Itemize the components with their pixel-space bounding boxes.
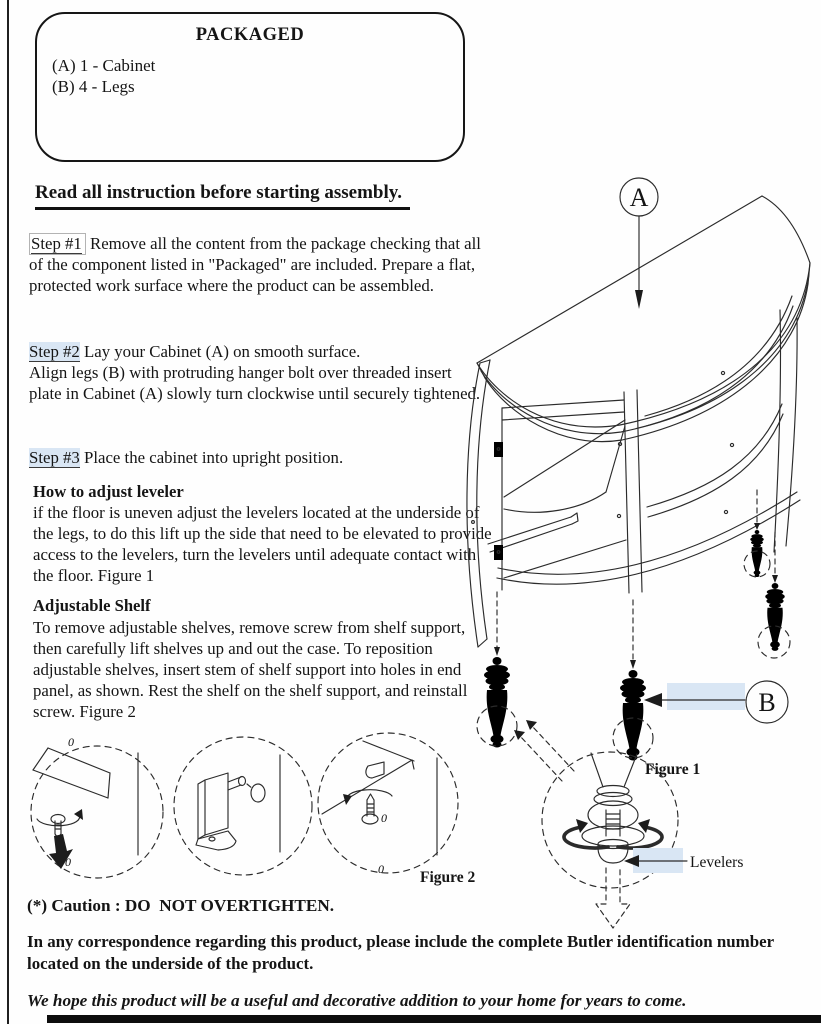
part-a-label: A bbox=[629, 183, 649, 212]
step-1-paragraph bbox=[29, 233, 481, 296]
leveler-section-text: if the floor is uneven adjust the levelers located at the underside of the legs, to do this lift up the side that need to be elevated to provide access to the levelers, turn the levelers until adequate contact with the floor. Figure 1 bbox=[33, 503, 492, 585]
part-a-callout bbox=[620, 178, 658, 309]
step-3-paragraph bbox=[29, 447, 481, 468]
stray-zero-mark: 0 bbox=[381, 811, 387, 825]
step-1-label: Step #1 bbox=[31, 234, 82, 253]
part-b-callout bbox=[644, 681, 788, 723]
step-3-text: Place the cabinet into upright position. bbox=[79, 448, 344, 467]
step-1-text: Remove all the content from the package checking that all of the component listed in "Packaged" are included. Prepare a flat, protected work surface where the product can be assembled. bbox=[29, 234, 481, 295]
shelf-detail-illustrations bbox=[22, 722, 472, 900]
leveler-section-title: How to adjust leveler bbox=[33, 482, 184, 501]
cabinet-door-open bbox=[467, 360, 503, 647]
packaged-title: PACKAGED bbox=[195, 25, 305, 45]
packaged-parts-box bbox=[35, 12, 465, 162]
closing-note: We hope this product will be a useful and decorative addition to your home for years to come. bbox=[27, 991, 687, 1010]
footer-bar bbox=[47, 1015, 821, 1023]
stray-zero-mark: 0 bbox=[378, 862, 384, 876]
detail-circle-shelf-support bbox=[174, 737, 312, 875]
step-2-text-block: Align legs (B) with protruding hanger bolt over threaded insert plate in Cabinet (A) slowly turn clockwise until securely tightened. bbox=[29, 363, 481, 403]
step-2-paragraph bbox=[29, 341, 481, 404]
shelf-section-title: Adjustable Shelf bbox=[33, 596, 151, 615]
figure1-label: Figure 1 bbox=[645, 761, 701, 778]
shelf-section-text: To remove adjustable shelves, remove screw from shelf support, then carefully lift shelves up and out the case. To reposition adjustable shelves, insert stem of shelf support into holes in end panel, as shown. Rest the shelf on the shelf support, and reinstall screw. Figure 2 bbox=[33, 618, 468, 721]
legs-group bbox=[477, 490, 790, 761]
stray-zero-mark: 0 bbox=[68, 735, 74, 749]
detail-circle-screw-remove bbox=[31, 735, 163, 878]
step-3-label: Step #3 bbox=[29, 448, 80, 467]
step-2-label: Step #2 bbox=[29, 342, 80, 361]
detail-circle-screw-install bbox=[318, 733, 458, 876]
cabinet-illustration bbox=[440, 160, 821, 950]
main-heading: Read all instruction before starting assembly. bbox=[35, 182, 410, 210]
cabinet-interior bbox=[488, 390, 642, 593]
caution-note: (*) Caution : DO NOT OVERTIGHTEN. bbox=[27, 896, 335, 915]
stray-zero-mark: 0 bbox=[65, 855, 71, 869]
correspondence-note: In any correspondence regarding this product, please include the complete Butler identification number located on the underside of the product. bbox=[27, 932, 774, 973]
step-1-label-box bbox=[29, 233, 86, 255]
packaged-items bbox=[52, 55, 463, 97]
cabinet-top bbox=[477, 196, 810, 442]
levelers-label: Levelers bbox=[690, 854, 744, 871]
packaged-item-cabinet: (A) 1 - Cabinet bbox=[52, 56, 156, 75]
part-b-label: B bbox=[758, 688, 776, 717]
step-2-text: Lay your Cabinet (A) on smooth surface. bbox=[79, 342, 361, 361]
page-edge-line bbox=[7, 0, 9, 1024]
figure2-label: Figure 2 bbox=[420, 869, 476, 886]
packaged-item-legs: (B) 4 - Legs bbox=[52, 77, 135, 96]
